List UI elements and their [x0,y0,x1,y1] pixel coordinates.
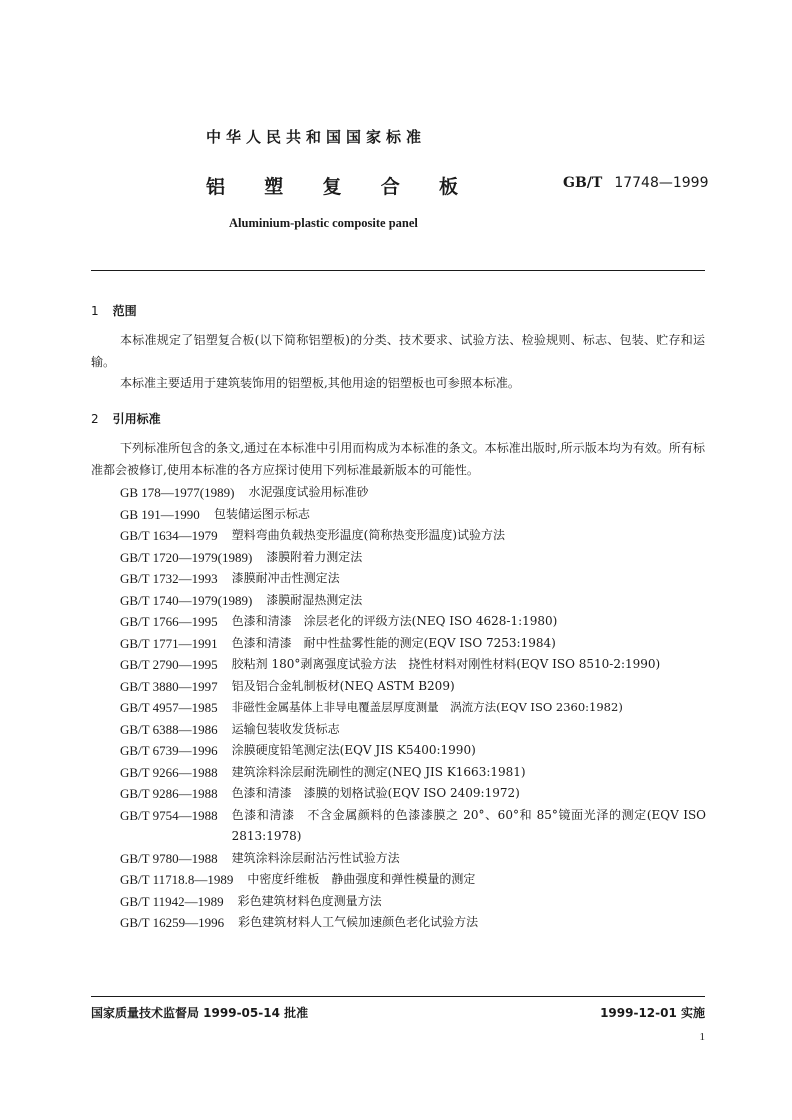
title-char: 铝 [206,176,226,198]
reference-code: GB/T 16259—1996 [120,915,225,930]
reference-item [120,805,706,848]
footer-divider [91,996,705,997]
section-heading-scope [91,302,137,319]
paragraph: 本标准主要适用于建筑装饰用的铝塑板,其他用途的铝塑板也可参照本标准。 [120,376,520,390]
reference-item [120,740,706,762]
reference-item [120,525,706,547]
page-number: 1 [699,1031,705,1043]
effective-date: 1999-12-01 实施 [600,1006,705,1020]
reference-code: GB/T 11942—1989 [120,893,224,909]
reference-title: 塑料弯曲负载热变形温度(简称热变形温度)试验方法 [231,528,506,542]
title-char: 合 [380,176,400,198]
reference-code: GB/T 6739—1996 [120,743,218,758]
section-title: 引用标准 [112,412,161,426]
reference-title: 铝及铝合金轧制板材(NEQ ASTM B209) [231,678,455,693]
reference-code: GB/T 2790—1995 [120,657,218,672]
code-number: 17748—1999 [614,175,709,191]
reference-code: GB/T 9754—1988 [120,807,218,823]
reference-code: GB/T 1740—1979(1989) [120,592,253,608]
reference-title: 建筑涂料涂层耐洗刷性的测定(NEQ JIS K1663:1981) [231,764,526,779]
reference-code: GB/T 9286—1988 [120,786,218,801]
paragraph: 本标准规定了铝塑复合板(以下简称铝塑板)的分类、技术要求、试验方法、检验规则、标志、包装、贮存和运输。 [91,333,705,369]
reference-item [120,504,706,526]
reference-title: 涂膜硬度铅笔测定法(EQV JIS K5400:1990) [231,743,476,757]
reference-title: 漆膜附着力测定法 [266,549,363,564]
reference-title: 色漆和清漆 耐中性盐雾性能的测定(EQV ISO 7253:1984) [231,635,556,650]
reference-code: GB/T 1766—1995 [120,614,218,629]
reference-code: GB/T 3880—1997 [120,678,218,694]
reference-title: 建筑涂料涂层耐沾污性试验方法 [231,850,400,865]
reference-code: GB/T 1732—1993 [120,571,218,586]
references-intro [91,438,705,481]
standard-category-title: 中华人民共和国国家标准 [206,128,427,146]
reference-item [120,590,706,612]
reference-title: 胶粘剂 180°剥离强度试验方法 挠性材料对刚性材料(EQV ISO 8510-2:1990) [231,657,661,671]
reference-item [120,783,706,805]
title-char: 板 [438,176,458,198]
section-title: 范围 [112,304,137,318]
reference-title: 运输包装收发货标志 [231,721,340,736]
section-number: 2 [91,412,99,426]
reference-item [120,762,706,784]
reference-item [120,869,706,891]
reference-title: 色漆和清漆 漆膜的划格试验(EQV ISO 2409:1972) [231,786,520,800]
reference-code: GB 178—1977(1989) [120,485,235,500]
reference-item [120,482,706,504]
standard-code [563,175,709,191]
reference-code: GB/T 4957—1985 [120,700,218,715]
section-number: 1 [91,304,99,318]
reference-title: 彩色建筑材料色度测量方法 [237,893,382,908]
title-char: 塑 [264,176,284,198]
header-divider [91,270,705,271]
reference-code: GB/T 1634—1979 [120,528,218,543]
reference-title: 水泥强度试验用标准砂 [248,485,369,499]
reference-code: GB/T 11718.8—1989 [120,872,234,887]
reference-title: 中密度纤维板 静曲强度和弹性模量的测定 [247,872,476,886]
reference-item [120,697,706,719]
reference-code: GB/T 9266—1988 [120,764,218,780]
reference-title: 漆膜耐湿热测定法 [266,592,363,607]
reference-item [120,547,706,569]
reference-title: 色漆和清漆 涂层老化的评级方法(NEQ ISO 4628-1:1980) [231,614,558,628]
reference-item [120,912,706,934]
reference-code: GB/T 1720—1979(1989) [120,549,253,565]
reference-item [120,891,706,913]
reference-title: 色漆和清漆 不含金属颜料的色漆漆膜之 20°、60°和 85°镜面光泽的测定(EQV ISO 2813:1978) [231,807,706,843]
reference-item [120,719,706,741]
reference-title: 包装储运图示标志 [213,506,310,521]
reference-title: 非磁性金属基体上非导电覆盖层厚度测量 涡流方法(EQV ISO 2360:1982) [231,700,623,714]
approval-date: 国家质量技术监督局 1999-05-14 批准 [91,1006,309,1020]
reference-item [120,611,706,633]
reference-item [120,848,706,870]
document-title [206,172,458,199]
reference-code: GB/T 1771—1991 [120,635,218,651]
reference-item [120,676,706,698]
paragraph: 下列标准所包含的条文,通过在本标准中引用而构成为本标准的条文。本标准出版时,所示版本均为有效。所有标准都会被修订,使用本标准的各方应探讨使用下列标准最新版本的可能性。 [91,441,705,477]
reference-item [120,633,706,655]
reference-item [120,654,706,676]
reference-code: GB/T 6388—1986 [120,721,218,737]
section-heading-references [91,410,161,427]
reference-list [120,482,706,934]
reference-code: GB/T 9780—1988 [120,850,218,866]
english-title: Aluminium-plastic composite panel [229,216,418,230]
reference-code: GB 191—1990 [120,506,200,522]
reference-title: 漆膜耐冲击性测定法 [231,571,340,585]
reference-title: 彩色建筑材料人工气候加速颜色老化试验方法 [238,915,479,929]
code-prefix: GB/T [563,175,603,191]
scope-body [91,330,705,395]
reference-item [120,568,706,590]
title-char: 复 [322,176,342,198]
